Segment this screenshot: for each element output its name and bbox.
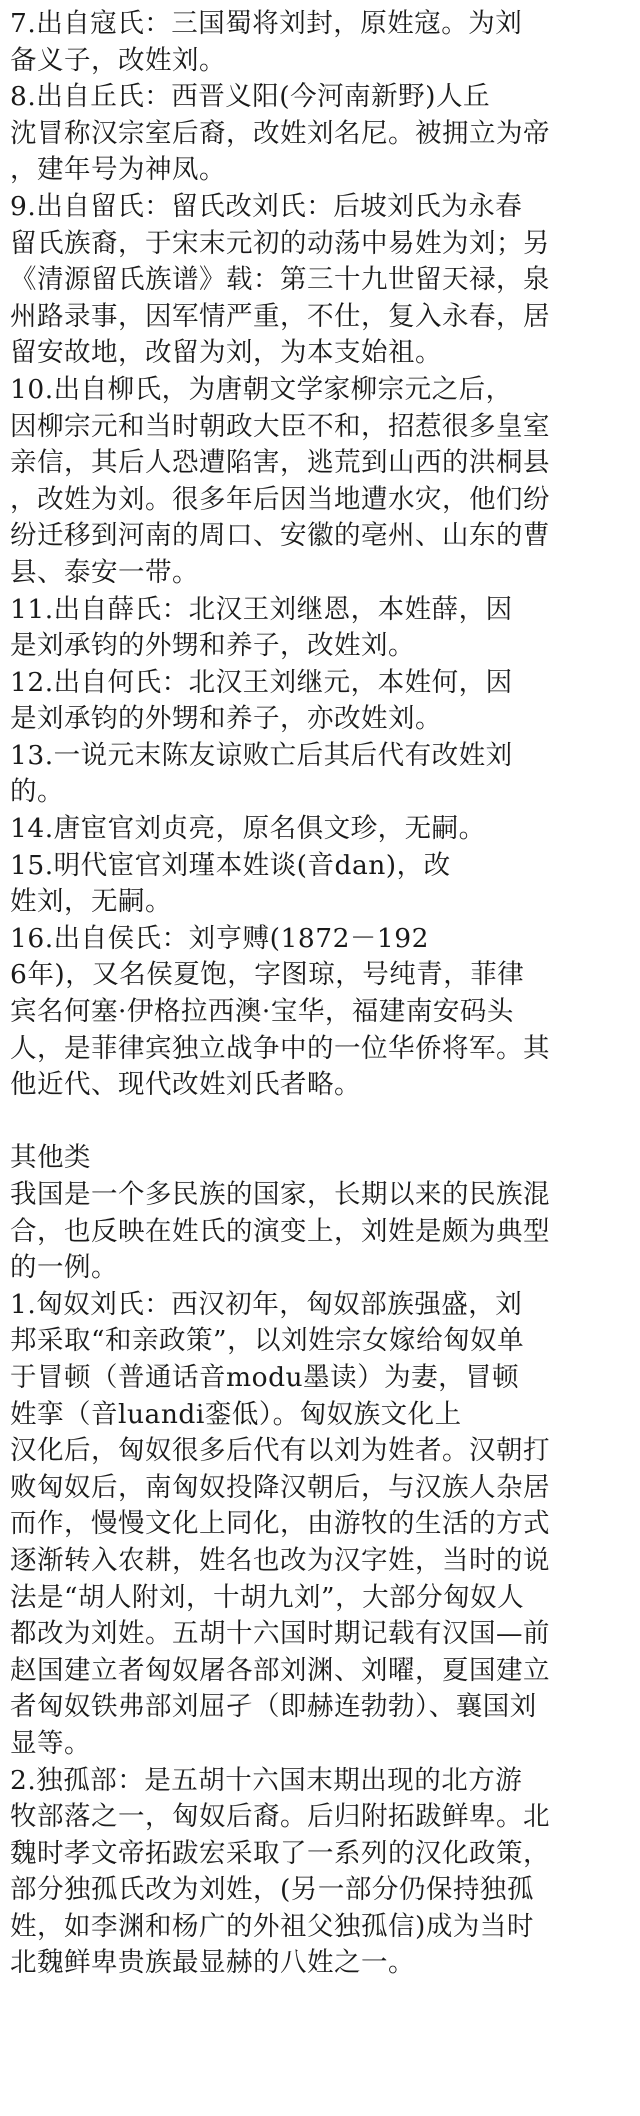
text-line: 的一例。 [10, 1252, 118, 1284]
text-line: 都改为刘姓。五胡十六国时期记载有汉国—前 [10, 1618, 550, 1650]
text-line: 法是“胡人附刘，十胡九刘”，大部分匈奴人 [10, 1581, 525, 1613]
text-line: 北魏鲜卑贵族最显赫的八姓之一。 [10, 1947, 415, 1979]
text-line: 1.匈奴刘氏：西汉初年，匈奴部族强盛，刘 [10, 1288, 523, 1320]
text-line: 10.出自柳氏，为唐朝文学家柳宗元之后， [10, 373, 513, 405]
text-line: 留氏族裔，于宋末元初的动荡中易姓为刘；另 [10, 227, 550, 259]
text-line: 是刘承钧的外甥和养子，改姓刘。 [10, 630, 415, 662]
text-line: 汉化后，匈奴很多后代有以刘为姓者。汉朝打 [10, 1435, 550, 1467]
text-block-top [10, 6, 630, 1104]
text-line: 11.出自薛氏：北汉王刘继恩，本姓薛，因 [10, 593, 513, 625]
text-line: 9.出自留氏：留氏改刘氏：后坡刘氏为永春 [10, 190, 523, 222]
text-line: 2.独孤部：是五胡十六国末期出现的北方游 [10, 1764, 523, 1796]
section-heading: 其他类 [10, 1142, 91, 1174]
text-line: 的。 [10, 776, 64, 808]
text-line: 14.唐宦官刘贞亮，原名俱文珍，无嗣。 [10, 813, 486, 845]
text-line: 是刘承钧的外甥和养子，亦改姓刘。 [10, 703, 442, 735]
text-line: ，改姓为刘。很多年后因当地遭水灾，他们纷 [10, 483, 550, 515]
text-line: 8.出自丘氏：西晋义阳(今河南新野)人丘 [10, 81, 490, 113]
text-line: ，建年号为神凤。 [10, 154, 226, 186]
text-line: 赵国建立者匈奴屠各部刘渊、刘曜，夏国建立 [10, 1654, 550, 1686]
text-line: 6年)，又名侯夏饱，字图琼，号纯青，菲律 [10, 959, 525, 991]
text-line: 12.出自何氏：北汉王刘继元，本姓何，因 [10, 666, 513, 698]
text-line: 者匈奴铁弗部刘屈孑（即赫连勃勃）、襄国刘 [10, 1691, 537, 1723]
text-line: 魏时孝文帝拓跋宏采取了一系列的汉化政策， [10, 1837, 550, 1869]
text-line: 7.出自寇氏：三国蜀将刘封，原姓寇。为刘 [10, 8, 523, 39]
text-line: 因柳宗元和当时朝政大臣不和，招惹很多皇室 [10, 410, 550, 442]
text-line: 于冒顿（普通话音modu墨读）为妻，冒顿 [10, 1361, 520, 1393]
text-line: 13.一说元末陈友谅败亡后其后代有改姓刘 [10, 739, 513, 771]
text-line: 备义子，改姓刘。 [10, 44, 226, 76]
text-line: 合，也反映在姓氏的演变上，刘姓是颇为典型 [10, 1215, 550, 1247]
text-line: 而作，慢慢文化上同化，由游牧的生活的方式 [10, 1508, 550, 1540]
text-line: 纷迁移到河南的周口、安徽的亳州、山东的曹 [10, 520, 550, 552]
text-line: 部分独孤氏改为刘姓，(另一部分仍保持独孤 [10, 1874, 534, 1906]
text-line: 宾名何塞·伊格拉西澳·宝华，福建南安码头 [10, 996, 514, 1028]
text-line: 姓，如李渊和杨广的外祖父独孤信)成为当时 [10, 1910, 534, 1942]
text-line: 姓刘，无嗣。 [10, 886, 172, 918]
text-line: 显等。 [10, 1727, 91, 1759]
paragraph-gap [10, 1104, 630, 1141]
text-line: 牧部落之一，匈奴后裔。后归附拓跋鲜卑。北 [10, 1801, 550, 1833]
text-line: 《清源留氏族谱》载：第三十九世留天禄，泉 [10, 264, 550, 296]
text-line: 15.明代宦官刘瑾本姓谈(音dan)，改 [10, 849, 451, 881]
text-line: 16.出自侯氏：刘亨赙(1872－192 [10, 922, 430, 954]
text-block-bottom [10, 1140, 630, 1982]
text-line: 州路录事，因军情严重，不仕，复入永春，居 [10, 300, 550, 332]
text-line: 他近代、现代改姓刘氏者略。 [10, 1069, 361, 1101]
text-line: 留安故地，改留为刘，为本支始祖。 [10, 337, 442, 369]
text-line: 人，是菲律宾独立战争中的一位华侨将军。其 [10, 1032, 550, 1064]
text-line: 亲信，其后人恐遭陷害，逃荒到山西的洪桐县 [10, 447, 550, 479]
text-line: 县、泰安一带。 [10, 556, 199, 588]
text-line: 我国是一个多民族的国家，长期以来的民族混 [10, 1179, 550, 1210]
text-line: 姓挛（音luandi銮低）。匈奴族文化上 [10, 1398, 462, 1430]
text-line: 邦采取“和亲政策”，以刘姓宗女嫁给匈奴单 [10, 1325, 525, 1357]
text-line: 逐渐转入农耕，姓名也改为汉字姓，当时的说 [10, 1544, 550, 1576]
text-line: 败匈奴后，南匈奴投降汉朝后，与汉族人杂居 [10, 1471, 550, 1503]
text-line: 沈冒称汉宗室后裔，改姓刘名尼。被拥立为帝 [10, 117, 550, 149]
